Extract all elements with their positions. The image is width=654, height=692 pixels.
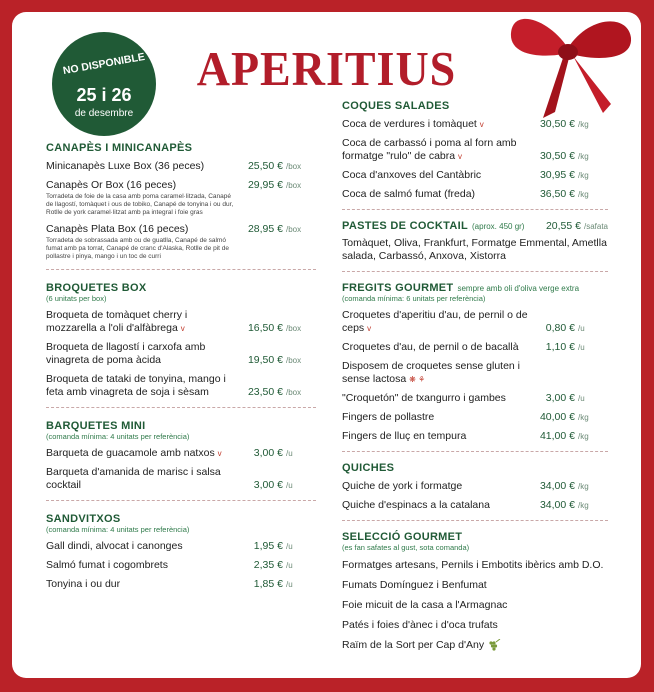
item-price: 3,00 € bbox=[253, 447, 283, 459]
list-item bbox=[46, 466, 316, 492]
divider bbox=[46, 269, 316, 270]
section-coques bbox=[342, 100, 608, 210]
item-price: 2,35 € bbox=[253, 559, 283, 571]
item-price: 41,00 € bbox=[539, 430, 575, 442]
section-fregits bbox=[342, 282, 608, 452]
section-broquetes bbox=[46, 282, 316, 408]
pastes-description: Tomàquet, Oliva, Frankfurt, Formatge Emmental, Ametlla salada, Carbassó, Anxova, Xistorra bbox=[342, 237, 607, 262]
divider bbox=[342, 209, 608, 210]
list-item bbox=[46, 373, 316, 399]
right-column bbox=[342, 100, 608, 658]
divider bbox=[342, 520, 608, 521]
item-name: Coca de verdures i tomàquet bbox=[342, 118, 477, 130]
section-heading: QUICHES bbox=[342, 462, 395, 474]
list-item bbox=[46, 540, 316, 553]
item-unit: /u bbox=[286, 561, 293, 570]
item-unit: /box bbox=[286, 324, 302, 333]
section-note: (comanda mínima: 4 unitats per referència) bbox=[46, 525, 190, 534]
list-item: Fumats Domínguez i Benfumat bbox=[342, 579, 487, 591]
item-name: Salmó fumat i cogombrets bbox=[46, 559, 168, 571]
section-heading: SANDVITXOS bbox=[46, 513, 121, 525]
item-name: "Croquetón" de txangurro i gambes bbox=[342, 392, 506, 404]
item-price: 16,50 € bbox=[247, 322, 283, 334]
section-heading: FREGITS GOURMET bbox=[342, 282, 454, 294]
gluten-lactose-free-icon: ❋ ⚘ bbox=[409, 375, 426, 384]
item-unit: /u bbox=[286, 580, 293, 589]
item-name: Broqueta de tomàquet cherry i mozzarella a l'oli d'alfàbrega bbox=[46, 309, 188, 334]
item-price: 30,50 € bbox=[539, 150, 575, 162]
item-price: 34,00 € bbox=[539, 480, 575, 492]
item-price: 29,95 € bbox=[247, 179, 283, 191]
vegetarian-icon: v bbox=[180, 324, 185, 333]
item-unit: /u bbox=[578, 343, 585, 352]
item-name: Fingers de pollastre bbox=[342, 411, 435, 423]
item-name: Disposem de croquetes sense gluten i sense lactosa bbox=[342, 360, 521, 385]
item-price: 30,50 € bbox=[539, 118, 575, 130]
item-name: Broqueta de tataki de tonyina, mango i feta amb vinagreta de soja i sèsam bbox=[46, 373, 226, 398]
list-item bbox=[342, 118, 608, 131]
item-unit: /u bbox=[286, 449, 293, 458]
item-unit: /kg bbox=[578, 432, 589, 441]
vegetarian-icon: v bbox=[479, 120, 484, 129]
item-price: 3,00 € bbox=[253, 479, 283, 491]
list-item bbox=[342, 430, 608, 443]
item-unit: /kg bbox=[578, 120, 589, 129]
divider bbox=[46, 407, 316, 408]
list-item bbox=[46, 447, 316, 460]
section-heading: SELECCIÓ GOURMET bbox=[342, 531, 463, 543]
section-heading: BROQUETES BOX bbox=[46, 282, 147, 294]
vegetarian-icon: v bbox=[458, 152, 463, 161]
item-unit: /kg bbox=[578, 171, 589, 180]
section-heading: COQUES SALADES bbox=[342, 100, 450, 112]
section-subheading: (aprox. 450 gr) bbox=[472, 222, 525, 231]
item-unit: /box bbox=[286, 388, 302, 397]
list-item bbox=[46, 309, 316, 335]
item-unit: /u bbox=[578, 394, 585, 403]
list-item bbox=[46, 341, 316, 367]
item-unit: /box bbox=[286, 225, 302, 234]
section-subheading: sempre amb oli d'oliva verge extra bbox=[457, 284, 580, 293]
list-item bbox=[46, 160, 316, 173]
item-price: 25,50 € bbox=[247, 160, 283, 172]
item-name: Gall dindi, alvocat i canonges bbox=[46, 540, 183, 552]
list-item bbox=[342, 639, 608, 652]
badge-line1: NO DISPONIBLE bbox=[62, 50, 146, 78]
item-name: Quiche de york i formatge bbox=[342, 480, 463, 492]
list-item bbox=[46, 578, 316, 591]
item-price: 3,00 € bbox=[545, 392, 575, 404]
item-unit: /u bbox=[286, 481, 293, 490]
section-note: (es fan safates al gust, sota comanda) bbox=[342, 543, 470, 552]
item-price: 0,80 € bbox=[545, 322, 575, 334]
list-item bbox=[342, 499, 608, 512]
item-unit: /kg bbox=[578, 482, 589, 491]
list-item bbox=[46, 223, 316, 261]
item-name: Tonyina i ou dur bbox=[46, 578, 121, 590]
item-price: 23,50 € bbox=[247, 386, 283, 398]
page-title: APERITIUS bbox=[196, 41, 457, 96]
list-item bbox=[342, 480, 608, 493]
item-name: Croquetes d'au, de pernil o de bacallà bbox=[342, 341, 519, 353]
item-description: Torradeta de foie de la casa amb poma caramel·litzada, Canapé de llagostí, tomàquet i ous de tobiko, Canapé de tonyina i ou dur, Rotlle de york caramel·litzat amb pa integral i foie gras bbox=[46, 193, 234, 216]
item-name: Fingers de lluç en tempura bbox=[342, 430, 467, 442]
item-name: Croquetes d'aperitiu d'au, de pernil o de ceps bbox=[342, 309, 528, 334]
list-item bbox=[342, 411, 608, 424]
item-name: Minicanapès Luxe Box (36 peces) bbox=[46, 160, 205, 172]
section-seleccio bbox=[342, 531, 608, 652]
item-price: 28,95 € bbox=[247, 223, 283, 235]
item-price: 36,50 € bbox=[539, 188, 575, 200]
list-item bbox=[342, 169, 608, 182]
item-name: Barqueta de guacamole amb natxos bbox=[46, 447, 215, 459]
item-unit: /kg bbox=[578, 152, 589, 161]
item-unit: /box bbox=[286, 162, 302, 171]
list-item bbox=[342, 188, 608, 201]
item-price: 1,95 € bbox=[253, 540, 283, 552]
section-heading: PASTES DE COCKTAIL bbox=[342, 220, 468, 232]
list-item bbox=[342, 341, 608, 354]
list-item: Foie micuit de la casa a l'Armagnac bbox=[342, 599, 508, 611]
section-heading: BARQUETES MINI bbox=[46, 420, 146, 432]
left-column bbox=[46, 142, 316, 597]
item-unit: /kg bbox=[578, 413, 589, 422]
vegetarian-icon: v bbox=[367, 324, 372, 333]
section-quiches bbox=[342, 462, 608, 521]
item-price: 34,00 € bbox=[539, 499, 575, 511]
list-item bbox=[342, 137, 608, 163]
list-item bbox=[342, 392, 608, 405]
list-item bbox=[342, 360, 608, 386]
item-name: Coca d'anxoves del Cantàbric bbox=[342, 169, 482, 181]
item-name: Coca de salmó fumat (freda) bbox=[342, 188, 476, 200]
section-note: (6 unitats per box) bbox=[46, 294, 107, 303]
item-unit: /kg bbox=[578, 501, 589, 510]
section-note: (comanda mínima: 6 unitats per referència) bbox=[342, 294, 486, 303]
section-barquetes bbox=[46, 420, 316, 501]
badge-dates: 25 i 26 bbox=[76, 85, 132, 105]
item-unit: /box bbox=[286, 356, 302, 365]
item-price: 40,00 € bbox=[539, 411, 575, 423]
item-price: 30,95 € bbox=[539, 169, 575, 181]
item-name: Raïm de la Sort per Cap d'Any bbox=[342, 639, 485, 651]
section-heading: CANAPÈS I MINICANAPÈS bbox=[46, 142, 193, 154]
section-sandvitxos bbox=[46, 513, 316, 591]
item-unit: /kg bbox=[578, 190, 589, 199]
vegetarian-icon: v bbox=[217, 449, 222, 458]
divider bbox=[46, 500, 316, 501]
item-price: 19,50 € bbox=[247, 354, 283, 366]
item-unit: /u bbox=[578, 324, 585, 333]
divider bbox=[342, 271, 608, 272]
grapes-icon bbox=[487, 639, 501, 651]
item-name: Barqueta d'amanida de marisc i salsa cocktail bbox=[46, 466, 221, 491]
item-name: Canapès Or Box (16 peces) bbox=[46, 179, 177, 191]
menu-card bbox=[12, 12, 641, 678]
item-unit: /safata bbox=[583, 222, 608, 231]
section-note: (comanda mínima: 4 unitats per referència) bbox=[46, 432, 190, 441]
list-item bbox=[46, 559, 316, 572]
item-name: Broqueta de llagostí i carxofa amb vinagreta de poma àcida bbox=[46, 341, 206, 366]
item-price: 1,85 € bbox=[253, 578, 283, 590]
item-unit: /u bbox=[286, 542, 293, 551]
item-price: 1,10 € bbox=[545, 341, 575, 353]
item-description: Torradeta de sobrassada amb ou de guatlla, Canapé de salmó fumat amb pa torrat, Canapé de cranc d'Alaska, Rotlle de pit de pollastre i pinya, mango i un toc de curri bbox=[46, 237, 229, 260]
divider bbox=[342, 451, 608, 452]
list-item bbox=[46, 179, 316, 217]
item-unit: /box bbox=[286, 181, 302, 190]
list-item bbox=[342, 309, 608, 335]
item-name: Quiche d'espinacs a la catalana bbox=[342, 499, 490, 511]
list-item: Formatges artesans, Pernils i Embotits ibèrics amb D.O. bbox=[342, 559, 604, 571]
item-price: 20,55 € bbox=[545, 220, 581, 232]
badge-line3: de desembre bbox=[74, 108, 134, 119]
list-item: Patés i foies d'ànec i d'oca trufats bbox=[342, 619, 498, 631]
section-canapes bbox=[46, 142, 316, 270]
item-name: Canapès Plata Box (16 peces) bbox=[46, 223, 189, 235]
item-name: Coca de carbassó i poma al forn amb formatge "rulo" de cabra bbox=[342, 137, 517, 162]
section-pastes bbox=[342, 220, 608, 272]
